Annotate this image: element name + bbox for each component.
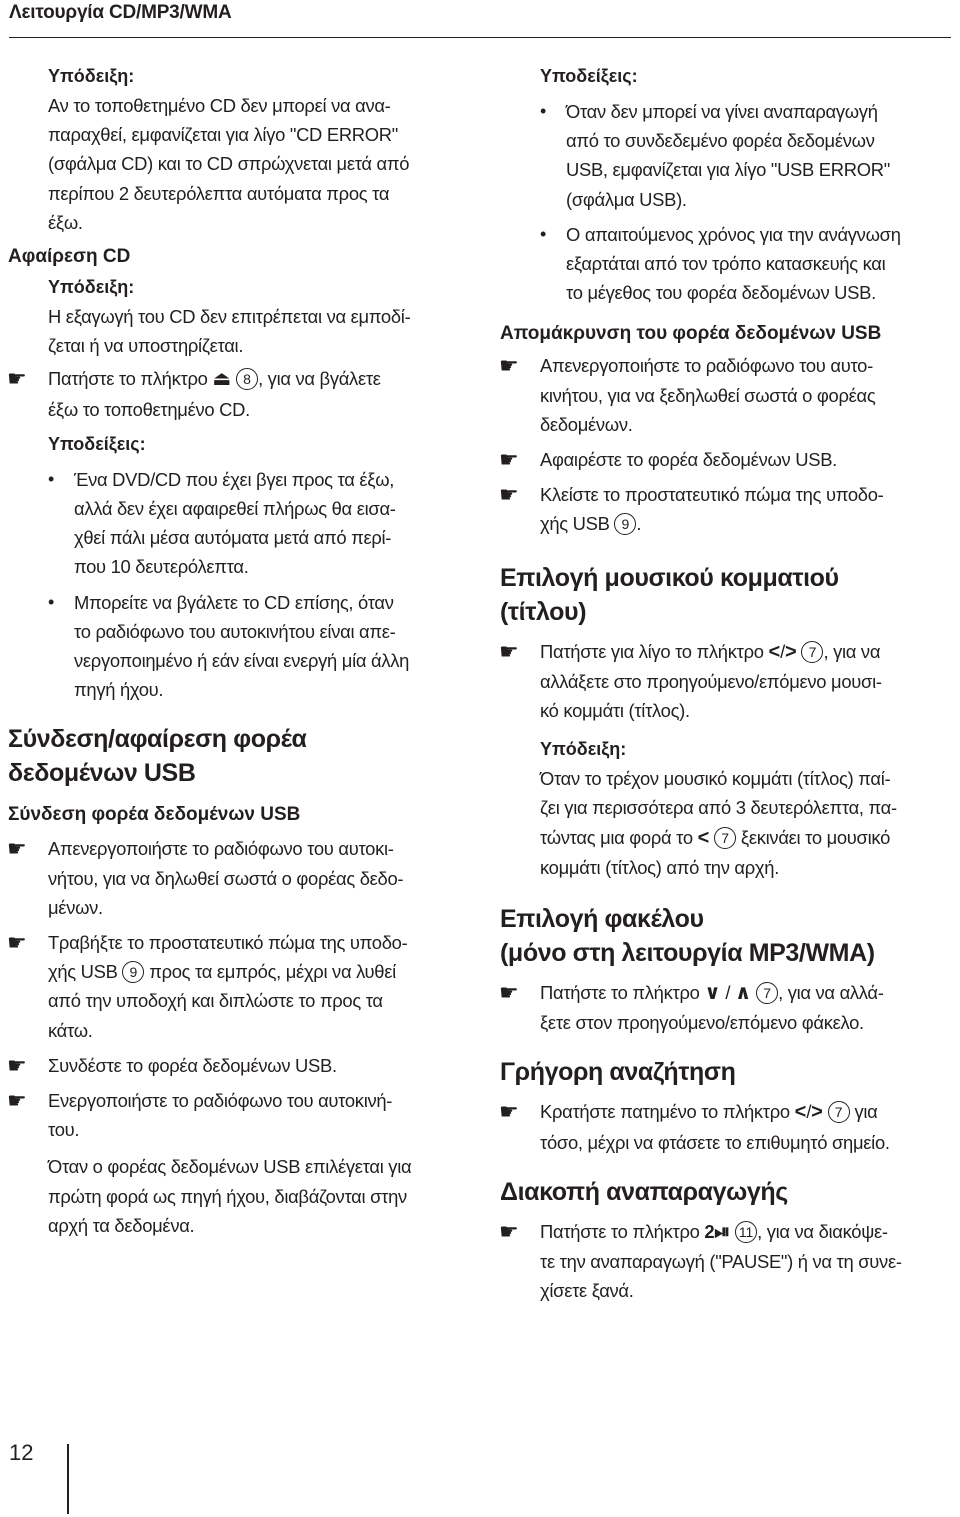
- key-number-badge: 8: [236, 368, 258, 390]
- text-line: Τραβήξτε το προστατευτικό πώμα της υποδο-: [48, 932, 408, 954]
- key-number-badge: 9: [614, 513, 636, 535]
- key-number-badge: 9: [122, 961, 144, 983]
- pointing-hand-icon: ☛: [499, 353, 519, 379]
- text-line: Όταν το τρέχον μουσικό κομμάτι (τίτλος) παί-: [540, 768, 891, 790]
- text-span: Πατήστε το πλήκτρο: [540, 1220, 705, 1242]
- text-span: χής USB: [48, 961, 123, 983]
- section-heading-remove-cd: Αφαίρεση CD: [8, 246, 131, 268]
- notes-heading: Υποδείξεις:: [540, 66, 638, 86]
- text-line: Απενεργοποιήστε το ραδιόφωνο του αυτο-: [540, 355, 873, 377]
- text-line: Όταν δεν μπορεί να γίνει αναπαραγωγή: [566, 101, 878, 122]
- text-line: Η εξαγωγή του CD δεν επιτρέπεται να εμποδί-: [48, 306, 411, 328]
- left-chevron-icon: <: [768, 640, 781, 663]
- text-line: χίσετε ξανά.: [540, 1280, 634, 1302]
- bullet-dot-icon: •: [48, 468, 55, 489]
- page-header-title: Λειτουργία CD/MP3/WMA: [9, 2, 232, 23]
- subheading-connect-usb: Σύνδεση φορέα δεδομένων USB: [8, 804, 301, 826]
- note-text: [540, 764, 960, 882]
- page-number: 12: [9, 1440, 34, 1465]
- text-line: (σφάλμα USB).: [566, 188, 687, 210]
- key-number-badge: 11: [735, 1221, 757, 1243]
- key-number-badge: 7: [756, 982, 778, 1004]
- right-column: [499, 62, 960, 1305]
- text-line: περίπου 2 δευτερόλεπτα αυτόματα προς τα: [48, 182, 390, 204]
- section-heading-pause: Διακοπή αναπαραγωγής: [500, 1177, 788, 1206]
- pointing-hand-icon: ☛: [7, 366, 27, 392]
- section-heading-search: Γρήγορη αναζήτηση: [500, 1058, 736, 1087]
- instruction-step: [499, 1097, 960, 1156]
- text-line: εξαρτάται από τον τρόπο κατασκευής και: [566, 253, 886, 275]
- subheading-remove-usb: Απομάκρυνση του φορέα δεδομένων USB: [500, 323, 882, 345]
- eject-icon: ⏏: [212, 368, 232, 391]
- text-span: Κρατήστε πατημένο το πλήκτρο: [540, 1101, 795, 1123]
- note-heading: Υπόδειξη:: [48, 66, 135, 86]
- paragraph: [48, 1152, 468, 1240]
- text-line: παραχθεί, εμφανίζεται για λίγο "CD ERROR": [48, 124, 398, 146]
- pointing-hand-icon: ☛: [499, 980, 519, 1006]
- text-line: Απενεργοποιήστε το ραδιόφωνο του αυτοκι-: [48, 838, 394, 860]
- note-heading: Υπόδειξη:: [48, 277, 135, 298]
- section-heading-folder: Επιλογή φακέλου: [500, 905, 704, 934]
- pointing-hand-icon: ☛: [499, 638, 519, 664]
- instruction-step: [7, 1051, 468, 1080]
- text-line: Κλείστε το προστατευτικό πώμα της υποδο-: [540, 484, 884, 506]
- text-line: ξετε στον προηγούμενο/επόμενο φάκελο.: [540, 1012, 864, 1034]
- left-column: [7, 62, 468, 1240]
- pointing-hand-icon: ☛: [499, 482, 519, 508]
- pointing-hand-icon: ☛: [499, 447, 519, 473]
- text-span: χής USB: [540, 513, 615, 535]
- section-heading-track-line2: (τίτλου): [500, 597, 587, 626]
- text-span: τώντας μια φορά το: [540, 826, 698, 848]
- text-line: αρχή τα δεδομένα.: [48, 1214, 195, 1236]
- instruction-step: [499, 351, 960, 439]
- text-line: χθεί πάλι μέσα αυτόματα μετά από περί-: [74, 527, 392, 549]
- text-line: ζεται ή να υποστηρίζεται.: [48, 335, 244, 357]
- instruction-step: [499, 978, 960, 1037]
- pointing-hand-icon: ☛: [7, 1052, 27, 1078]
- text-span: ξεκινάει το μουσικό: [736, 826, 890, 848]
- text-line: κό κομμάτι (τίτλος).: [540, 700, 690, 722]
- bullet-item: [540, 220, 960, 308]
- text-span: , για να: [823, 640, 881, 662]
- text-line: Ένα DVD/CD που έχει βγει προς τα έξω,: [74, 468, 395, 490]
- text-line: πρώτη φορά ως πηγή ήχου, διαβάζονται στην: [48, 1185, 407, 1207]
- text-line: κινήτου, για να ξεδηλωθεί σωστά ο φορέας: [540, 384, 876, 406]
- pointing-hand-icon: ☛: [7, 930, 27, 956]
- pointing-hand-icon: ☛: [499, 1218, 519, 1244]
- text-line: Αν το τοποθετημένο CD δεν μπορεί να ανα-: [48, 95, 391, 116]
- text-line: πηγή ήχου.: [74, 679, 164, 701]
- text-line: Συνδέστε το φορέα δεδομένων USB.: [48, 1054, 337, 1076]
- section-heading-folder-line2: (μόνο στη λειτουργία MP3/WMA): [500, 939, 875, 968]
- key-label: 2: [704, 1220, 715, 1242]
- text-line: που 10 δευτερόλεπτα.: [74, 556, 249, 578]
- text-span: προς τα εμπρός, μέχρι να λυθεί: [144, 961, 396, 983]
- section-heading-usb-line2: δεδομένων USB: [8, 759, 196, 788]
- text-span: Πατήστε το πλήκτρο: [48, 368, 213, 390]
- text-span: Πατήστε το πλήκτρο: [540, 982, 705, 1004]
- text-line: έξω το τοποθετημένο CD.: [48, 398, 250, 420]
- pointing-hand-icon: ☛: [7, 1088, 27, 1114]
- bullet-dot-icon: •: [540, 223, 547, 244]
- footer-divider: [67, 1444, 69, 1514]
- key-number-badge: 7: [828, 1101, 850, 1123]
- left-chevron-icon: <: [794, 1101, 807, 1124]
- pause-play-icon: ⏯: [714, 1220, 731, 1243]
- header-rule: [9, 37, 951, 38]
- text-span: , για να βγάλετε: [258, 368, 381, 390]
- text-span: για: [849, 1101, 878, 1123]
- text-line: κάτω.: [48, 1019, 93, 1041]
- key-number-badge: 7: [801, 641, 823, 663]
- text-line: USB, εμφανίζεται για λίγο "USB ERROR": [566, 159, 890, 181]
- right-chevron-icon: >: [784, 640, 797, 663]
- instruction-step: [499, 637, 960, 726]
- bullet-item: [48, 588, 468, 705]
- left-chevron-icon: <: [697, 826, 710, 849]
- text-line: μένων.: [48, 896, 103, 918]
- section-heading-usb: Σύνδεση/αφαίρεση φορέα: [8, 725, 307, 754]
- text-line: κομμάτι (τίτλος) από την αρχή.: [540, 856, 780, 878]
- text-span: .: [636, 513, 642, 535]
- bullet-dot-icon: •: [540, 101, 547, 121]
- right-chevron-icon: >: [811, 1101, 823, 1124]
- text-line: δεδομένων.: [540, 413, 633, 435]
- text-line: από την υποδοχή και διπλώστε το προς τα: [48, 990, 383, 1012]
- text-line: τόσο, μέχρι να φτάσετε το επιθυμητό σημείο.: [540, 1131, 890, 1153]
- text-line: του.: [48, 1119, 80, 1141]
- pointing-hand-icon: ☛: [7, 836, 27, 862]
- instruction-eject-cd: [7, 364, 468, 423]
- text-span: Πατήστε για λίγο το πλήκτρο: [540, 640, 769, 662]
- text-line: το μέγεθος του φορέα δεδομένων USB.: [566, 282, 876, 304]
- text-line: νήτου, για να δηλωθεί σωστά ο φορέας δεδο-: [48, 867, 404, 889]
- text-line: Ο απαιτούμενος χρόνος για την ανάγνωση: [566, 223, 901, 245]
- text-line: από το συνδεδεμένο φορέα δεδομένων: [566, 130, 875, 152]
- text-line: Μπορείτε να βγάλετε το CD επίσης, όταν: [74, 591, 394, 613]
- text-line: Αφαιρέστε το φορέα δεδομένων USB.: [540, 449, 837, 471]
- text-span: , για να διακόψε-: [757, 1220, 888, 1242]
- text-line: τε την αναπαραγωγή ("PAUSE") ή να τη συνε-: [540, 1251, 902, 1273]
- text-line: το ραδιόφωνο του αυτοκινήτου είναι απε-: [74, 620, 396, 642]
- notes-heading: Υποδείξεις:: [48, 433, 146, 454]
- down-chevron-icon: ∨: [704, 982, 721, 1005]
- note-heading: Υπόδειξη:: [540, 739, 627, 760]
- text-line: Όταν ο φορέας δεδομένων USB επιλέγεται για: [48, 1156, 412, 1178]
- instruction-step: [499, 480, 960, 538]
- instruction-step: [499, 445, 960, 474]
- text-span: /: [720, 982, 736, 1004]
- instruction-step: [7, 1086, 468, 1144]
- note-text: [48, 91, 468, 237]
- up-chevron-icon: ∧: [735, 982, 752, 1005]
- text-line: ζει για περισσότερα από 3 δευτερόλεπτα, πα-: [540, 797, 897, 819]
- bullet-dot-icon: •: [48, 591, 55, 612]
- text-line: νεργοποιημένο ή εάν είναι ενεργή μία άλλη: [74, 650, 410, 672]
- text-line: αλλάξετε στο προηγούμενο/επόμενο μουσι-: [540, 670, 882, 692]
- instruction-step: [499, 1217, 960, 1306]
- instruction-step: [7, 928, 468, 1045]
- text-line: αλλά δεν έχει αφαιρεθεί πλήρως θα εισα-: [74, 498, 396, 520]
- text-span: /: [780, 640, 785, 662]
- pointing-hand-icon: ☛: [499, 1099, 519, 1125]
- bullet-item: [540, 97, 960, 214]
- bullet-item: [48, 465, 468, 582]
- text-line: (σφάλμα CD) και το CD σπρώχνεται μετά από: [48, 153, 410, 175]
- text-line: έξω.: [48, 211, 83, 233]
- section-heading-track: Επιλογή μουσικού κομματιού: [500, 563, 839, 592]
- text-line: Ενεργοποιήστε το ραδιόφωνο του αυτοκινή-: [48, 1090, 393, 1112]
- key-number-badge: 7: [714, 827, 736, 849]
- text-span: , για να αλλά-: [778, 982, 884, 1004]
- instruction-step: [7, 834, 468, 922]
- text-span: /: [806, 1101, 812, 1123]
